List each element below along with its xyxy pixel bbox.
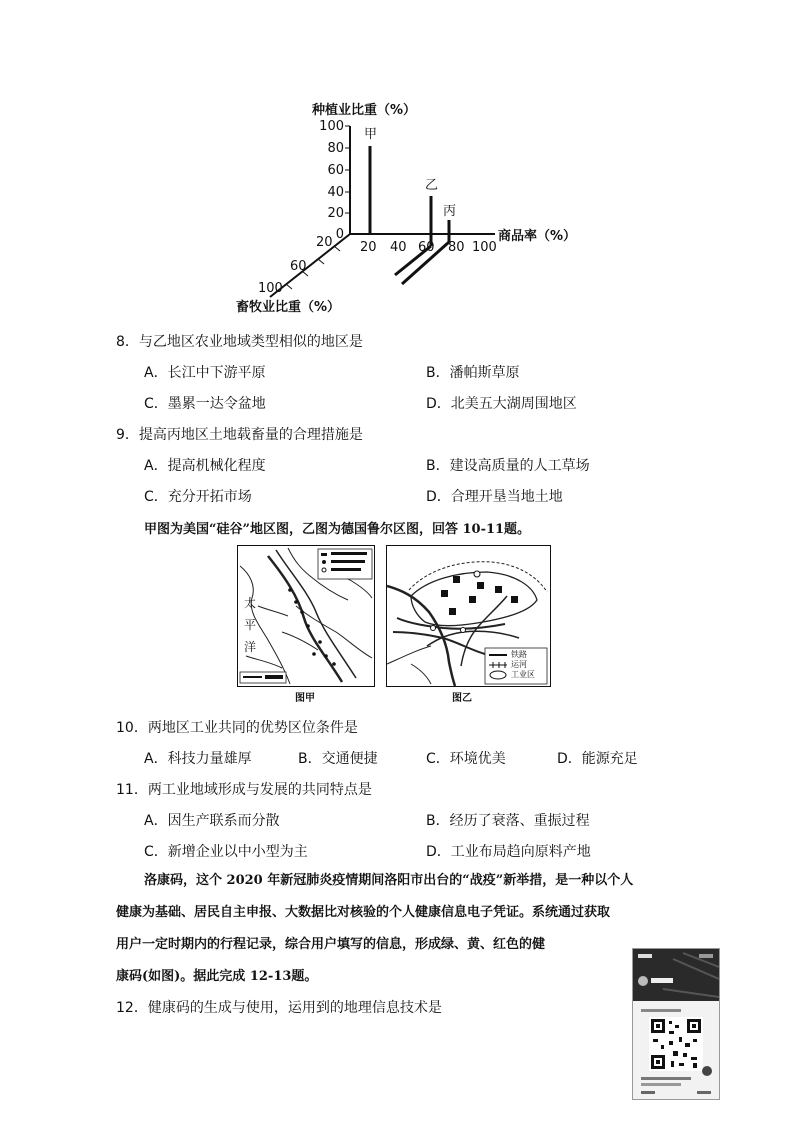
passage-line-4: 康码(如图)。据此完成 12-13题。 <box>116 969 318 984</box>
svg-text:20: 20 <box>316 235 333 250</box>
map-silicon-valley <box>237 545 375 687</box>
q9-option-d: D．合理开垦当地土地 <box>426 489 563 505</box>
z-axis-label: 畜牧业比重（%） <box>236 300 341 315</box>
svg-text:100: 100 <box>472 240 497 255</box>
q10-option-b: B．交通便捷 <box>298 751 378 767</box>
q11-option-c: C．新增企业以中小型为主 <box>144 844 308 860</box>
pacific-ocean-label: 太 平 洋 <box>244 596 257 654</box>
health-code-image <box>632 948 720 1100</box>
label-jia: 甲 <box>364 127 378 142</box>
svg-text:60: 60 <box>290 259 307 274</box>
question-11-stem: 11．两工业地域形成与发展的共同特点是 <box>116 782 372 798</box>
svg-text:100: 100 <box>319 119 344 134</box>
svg-text:40: 40 <box>390 240 407 255</box>
svg-text:60: 60 <box>327 163 344 178</box>
question-12-stem: 12．健康码的生成与使用，运用到的地理信息技术是 <box>116 1000 442 1016</box>
question-10-stem: 10．两地区工业共同的优势区位条件是 <box>116 720 358 736</box>
svg-text:80: 80 <box>448 240 465 255</box>
map-b-caption: 图乙 <box>452 693 472 704</box>
map-a-caption: 图甲 <box>295 693 315 704</box>
agriculture-3d-chart <box>0 0 794 330</box>
q10-option-c: C．环境优美 <box>426 751 506 767</box>
svg-text:80: 80 <box>327 141 344 156</box>
intro-10-11: 甲图为美国“硅谷”地区图，乙图为德国鲁尔区图，回答 10-11题。 <box>144 522 531 537</box>
q8-option-b: B．潘帕斯草原 <box>426 365 520 381</box>
q11-option-a: A．因生产联系而分散 <box>144 813 280 829</box>
q8-option-d: D．北美五大湖周围地区 <box>426 396 577 412</box>
q9-option-c: C．充分开拓市场 <box>144 489 252 505</box>
q9-option-a: A．提高机械化程度 <box>144 458 266 474</box>
svg-text:40: 40 <box>327 185 344 200</box>
svg-text:60: 60 <box>418 240 435 255</box>
q11-option-d: D．工业布局趋向原料产地 <box>426 844 591 860</box>
svg-text:20: 20 <box>327 206 344 221</box>
q8-option-c: C．墨累一达令盆地 <box>144 396 266 412</box>
label-yi: 乙 <box>425 178 439 193</box>
q11-option-b: B．经历了衰落、重振过程 <box>426 813 590 829</box>
x-axis-label: 商品率（%） <box>498 229 577 244</box>
ruhr-legend: 铁路 运河 工业区 <box>511 650 535 679</box>
map-ruhr <box>386 545 551 687</box>
y-axis-label: 种植业比重（%） <box>312 103 417 118</box>
svg-text:100: 100 <box>258 281 283 296</box>
label-bing: 丙 <box>443 204 457 219</box>
q10-option-d: D．能源充足 <box>557 751 638 767</box>
svg-text:20: 20 <box>360 240 377 255</box>
q8-option-a: A．长江中下游平原 <box>144 365 266 381</box>
svg-text:0: 0 <box>335 227 344 242</box>
q9-option-b: B．建设高质量的人工草场 <box>426 458 590 474</box>
question-8-stem: 8．与乙地区农业地域类型相似的地区是 <box>116 334 363 350</box>
passage-line-3: 用户一定时期内的行程记录，综合用户填写的信息，形成绿、黄、红色的健 <box>116 937 546 952</box>
passage-line-1: 洛康码，这个 2020 年新冠肺炎疫情期间洛阳市出台的“战疫”新举措，是一种以个人 <box>144 873 634 888</box>
q10-option-a: A．科技力量雄厚 <box>144 751 252 767</box>
passage-line-2: 健康为基础、居民自主申报、大数据比对核验的个人健康信息电子凭证。系统通过获取 <box>116 905 611 920</box>
question-9-stem: 9．提高丙地区土地载畜量的合理措施是 <box>116 427 363 443</box>
